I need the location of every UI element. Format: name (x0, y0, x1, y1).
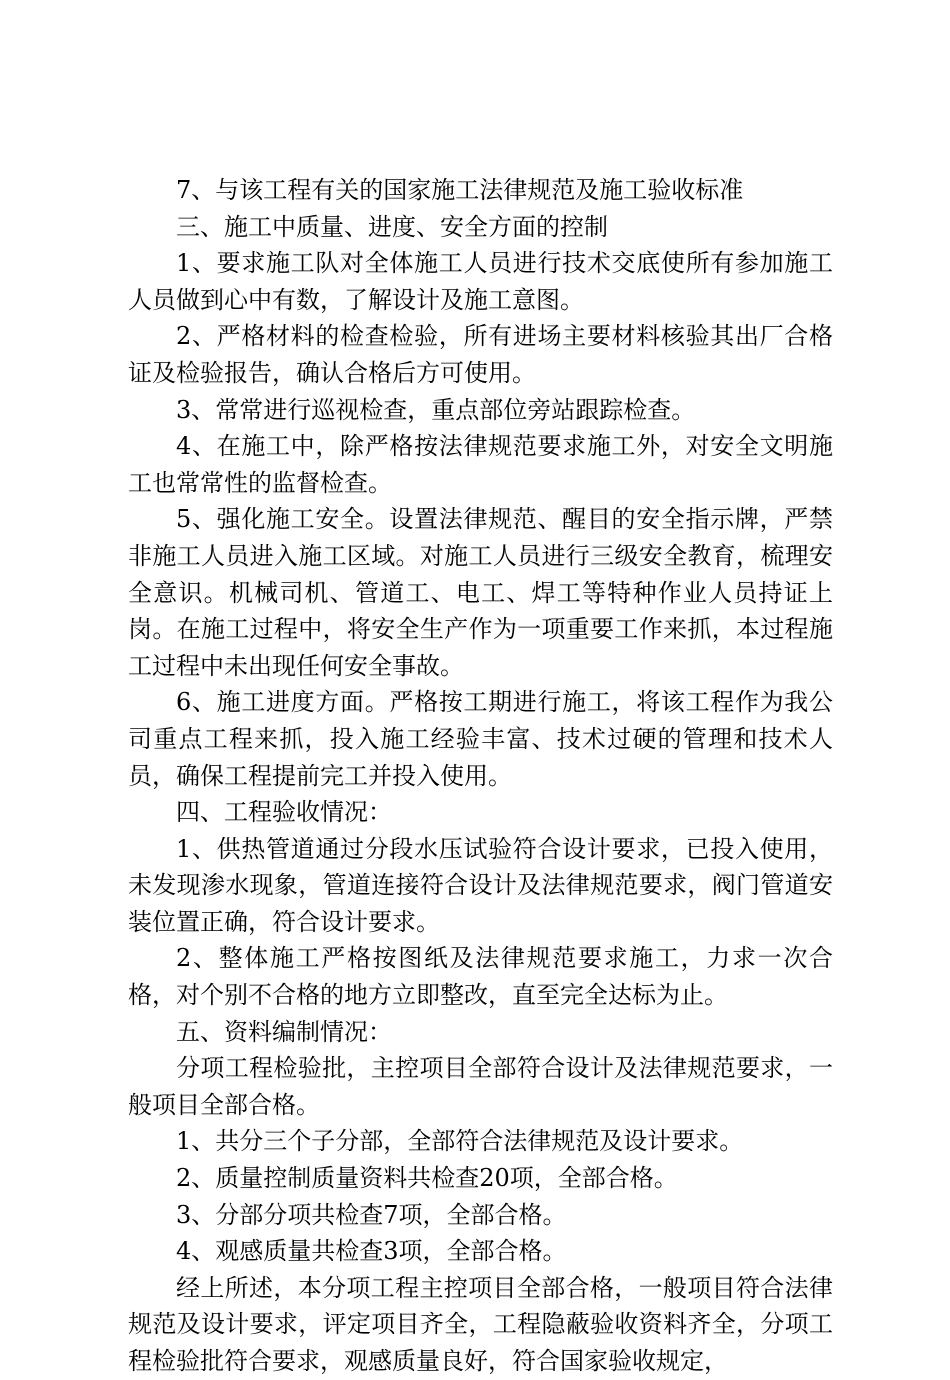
item-7-standards: 7、与该工程有关的国家施工法律规范及施工验收标准 (176, 176, 744, 204)
section-5-item-1: 1、共分三个子分部，全部符合法律规范及设计要求。 (176, 1127, 744, 1156)
document-page (128, 172, 833, 1380)
conclusion-paragraph: 经上所述，本分项工程主控项目全部合格，一般项目符合法律规范及设计要求，评定项目齐全，工程隐蔽验收资料齐全，分项工程检验批符合要求，观感质量良好，符合国家验收规定， (128, 1273, 833, 1375)
section-5-item-4: 4、观感质量共检查3项，全部合格。 (176, 1237, 567, 1266)
section-3-item-6: 6、施工进度方面。严格按工期进行施工，将该工程作为我公司重点工程来抓，投入施工经验丰富、技术过硬的管理和技术人员，确保工程提前完工并投入使用。 (128, 688, 833, 790)
section-3-item-2: 2、严格材料的检查检验，所有进场主要材料核验其出厂合格证及检验报告，确认合格后方可使用。 (128, 322, 833, 387)
section-4-heading: 四、工程验收情况： (176, 798, 392, 827)
section-3-item-5: 5、强化施工安全。设置法律规范、醒目的安全指示牌，严禁非施工人员进入施工区域。对施工人员进行三级安全教育，梳理安全意识。机械司机、管道工、电工、焊工等特种作业人员持证上岗。在施工过程中，将安全生产作为一项重要工作来抓，本过程施工过程中未出现任何安全事故。 (128, 505, 833, 680)
section-3-item-3: 3、常常进行巡视检查，重点部位旁站跟踪检查。 (176, 395, 696, 424)
section-5-item-2: 2、质量控制质量资料共检查20项，全部合格。 (176, 1164, 678, 1193)
section-3-item-1: 1、要求施工队对全体施工人员进行技术交底使所有参加施工人员做到心中有数，了解设计及施工意图。 (128, 249, 833, 314)
section-3-item-4: 4、在施工中，除严格按法律规范要求施工外，对安全文明施工也常常性的监督检查。 (128, 432, 833, 497)
section-3-heading: 三、施工中质量、进度、安全方面的控制 (176, 212, 608, 241)
section-4-item-2: 2、整体施工严格按图纸及法律规范要求施工，力求一次合格，对个别不合格的地方立即整改，直至完全达标为止。 (128, 944, 833, 1010)
section-5-item-3: 3、分部分项共检查7项，全部合格。 (176, 1200, 567, 1229)
section-5-heading: 五、资料编制情况： (176, 1017, 392, 1046)
section-4-item-1: 1、供热管道通过分段水压试验符合设计要求，已投入使用，未发现渗水现象，管道连接符合设计及法律规范要求，阀门管道安装位置正确，符合设计要求。 (128, 834, 833, 936)
section-5-intro: 分项工程检验批，主控项目全部符合设计及法律规范要求，一般项目全部合格。 (128, 1054, 833, 1119)
